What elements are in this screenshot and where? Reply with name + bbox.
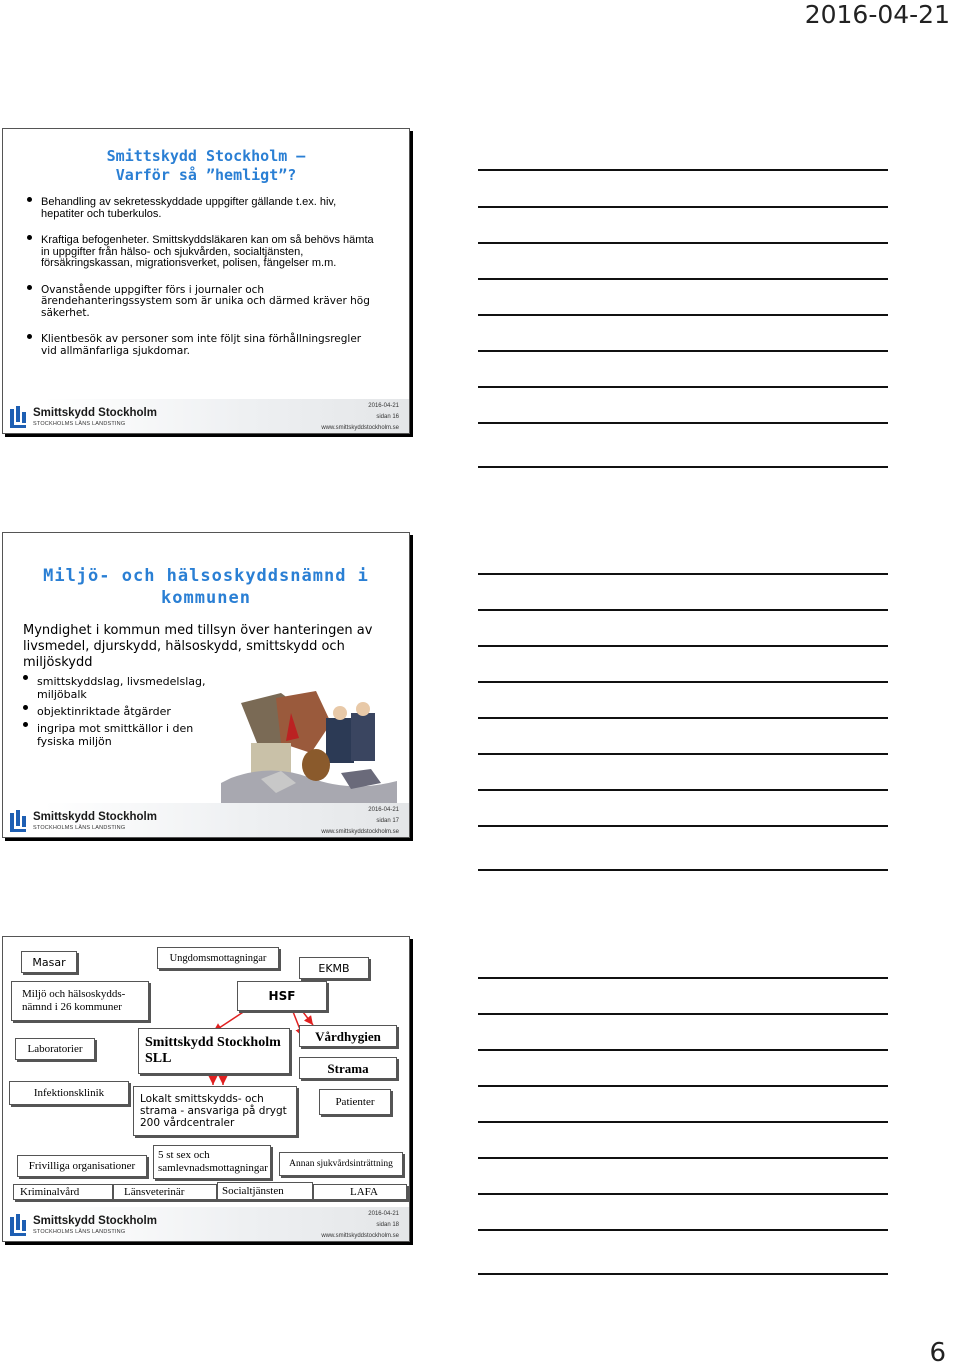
logo-mark-icon bbox=[9, 406, 29, 428]
notes-line bbox=[478, 681, 888, 683]
logo-mark-icon bbox=[9, 810, 29, 832]
box-hsf: HSF bbox=[237, 981, 327, 1011]
box-sexmott: 5 st sex och samlevnadsmottagningar bbox=[153, 1145, 271, 1179]
notes-line bbox=[478, 717, 888, 719]
logo-mark-icon bbox=[9, 1214, 29, 1236]
notes-line bbox=[478, 869, 888, 871]
logo-name: Smittskydd Stockholm bbox=[33, 811, 157, 823]
footer-url: www.smittskyddstockholm.se bbox=[321, 425, 399, 431]
box-lafa: LAFA bbox=[313, 1184, 407, 1200]
footer-date: 2016-04-21 bbox=[368, 403, 399, 409]
notes-line bbox=[478, 466, 888, 468]
notes-line bbox=[478, 645, 888, 647]
slide-intro: Myndighet i kommun med tillsyn över hanteringen av livsmedel, djurskydd, hälsoskydd, smittskydd och miljöskydd bbox=[23, 623, 373, 670]
logo-subtitle: STOCKHOLMS LÄNS LANDSTING bbox=[33, 421, 126, 427]
box-kriminal: Kriminalvård bbox=[13, 1184, 113, 1200]
slide-title-line2: Varför så ”hemligt”? bbox=[115, 166, 297, 184]
notes-line bbox=[478, 242, 888, 244]
box-frivilliga: Frivilliga organisationer bbox=[17, 1155, 147, 1177]
center-line2: SLL bbox=[145, 1051, 172, 1066]
slide-footer bbox=[3, 399, 409, 433]
list-item: Kraftiga befogenheter. Smittskyddsläkaren kan om så behövs hämta in uppgifter från hälso- och sjukvården, socialtjänsten, försäkringskassan, migrationsverket, polisen, fängelser m.m. bbox=[27, 235, 377, 270]
notes-line bbox=[478, 825, 888, 827]
bullet-list bbox=[23, 675, 223, 748]
footer-date: 2016-04-21 bbox=[368, 807, 399, 813]
notes-line bbox=[478, 206, 888, 208]
footer-page: sidan 17 bbox=[376, 818, 399, 824]
notes-line bbox=[478, 609, 888, 611]
notes-line bbox=[478, 1229, 888, 1231]
box-laboratorier: Laboratorier bbox=[15, 1038, 95, 1060]
notes-line bbox=[478, 1085, 888, 1087]
illustration-image bbox=[221, 683, 397, 803]
logo bbox=[9, 406, 157, 428]
notes-line bbox=[478, 422, 888, 424]
footer-url: www.smittskyddstockholm.se bbox=[321, 1233, 399, 1239]
logo bbox=[9, 1214, 157, 1236]
notes-line bbox=[478, 1121, 888, 1123]
notes-line bbox=[478, 1013, 888, 1015]
box-vardhygien: Vårdhygien bbox=[299, 1025, 397, 1047]
logo-name: Smittskydd Stockholm bbox=[33, 1215, 157, 1227]
list-item: Klientbesök av personer som inte följt sina förhållningsregler vid allmänfarliga sjukdomar. bbox=[27, 334, 377, 357]
notes-line bbox=[478, 1193, 888, 1195]
logo-subtitle: STOCKHOLMS LÄNS LANDSTING bbox=[33, 825, 126, 831]
logo bbox=[9, 810, 157, 832]
box-lokalt: Lokalt smittskydds- och strama - ansvariga på drygt 200 vårdcentraler bbox=[133, 1086, 297, 1136]
slide-title bbox=[3, 565, 409, 609]
notes-line bbox=[478, 753, 888, 755]
notes-line bbox=[478, 1157, 888, 1159]
list-item: ingripa mot smittkällor i den fysiska miljön bbox=[23, 722, 223, 748]
slide-title bbox=[3, 147, 409, 185]
box-annan: Annan sjukvårdsinträttning bbox=[279, 1152, 403, 1176]
footer-info bbox=[321, 401, 399, 434]
footer-info bbox=[321, 1209, 399, 1242]
notes-line bbox=[478, 789, 888, 791]
slide-16 bbox=[2, 128, 410, 434]
slide-18 bbox=[2, 936, 410, 1242]
footer-page: sidan 16 bbox=[376, 414, 399, 420]
box-strama: Strama bbox=[299, 1057, 397, 1079]
box-ekmb: EKMB bbox=[299, 957, 369, 979]
notes-line bbox=[478, 1049, 888, 1051]
box-miljo: Miljö och hälsoskydds-nämnd i 26 kommuner bbox=[11, 981, 149, 1021]
list-item: Ovanstående uppgifter förs i journaler och ärendehanteringssystem som är unika och därmed kräver hög säkerhet. bbox=[27, 285, 377, 320]
logo-subtitle: STOCKHOLMS LÄNS LANDSTING bbox=[33, 1229, 126, 1235]
slide-17 bbox=[2, 532, 410, 838]
slide-footer bbox=[3, 803, 409, 837]
slide-title-line1: Smittskydd Stockholm – bbox=[106, 147, 306, 165]
box-social: Socialtjänsten bbox=[217, 1182, 313, 1200]
page-date: 2016-04-21 bbox=[804, 0, 950, 29]
notes-line bbox=[478, 386, 888, 388]
logo-name: Smittskydd Stockholm bbox=[33, 407, 157, 419]
list-item: smittskyddslag, livsmedelslag, miljöbalk bbox=[23, 675, 223, 701]
list-item: objektinriktade åtgärder bbox=[23, 705, 223, 718]
footer-date: 2016-04-21 bbox=[368, 1211, 399, 1217]
footer-url: www.smittskyddstockholm.se bbox=[321, 829, 399, 835]
slide-footer bbox=[3, 1207, 409, 1241]
box-ungdom: Ungdomsmottagningar bbox=[157, 947, 279, 969]
footer-page: sidan 18 bbox=[376, 1222, 399, 1228]
notes-line bbox=[478, 977, 888, 979]
center-line1: Smittskydd Stockholm bbox=[145, 1035, 281, 1050]
slide-title-line2: kommunen bbox=[161, 588, 251, 608]
notes-line bbox=[478, 573, 888, 575]
slide-title-line1: Miljö- och hälsoskyddsnämnd i bbox=[43, 566, 369, 586]
notes-line bbox=[478, 169, 888, 171]
box-lansvet: Länsveterinär bbox=[113, 1184, 217, 1200]
page-number: 6 bbox=[929, 1338, 946, 1368]
footer-info bbox=[321, 805, 399, 838]
box-infektion: Infektionsklinik bbox=[9, 1081, 129, 1105]
box-masar: Masar bbox=[21, 951, 77, 973]
notes-line bbox=[478, 1273, 888, 1275]
bullet-list bbox=[27, 197, 377, 357]
notes-line bbox=[478, 314, 888, 316]
box-patienter: Patienter bbox=[319, 1089, 391, 1115]
notes-line bbox=[478, 278, 888, 280]
box-center bbox=[138, 1028, 290, 1074]
notes-line bbox=[478, 350, 888, 352]
list-item: Behandling av sekretesskyddade uppgifter gällande t.ex. hiv, hepatiter och tuberkulos. bbox=[27, 197, 377, 220]
